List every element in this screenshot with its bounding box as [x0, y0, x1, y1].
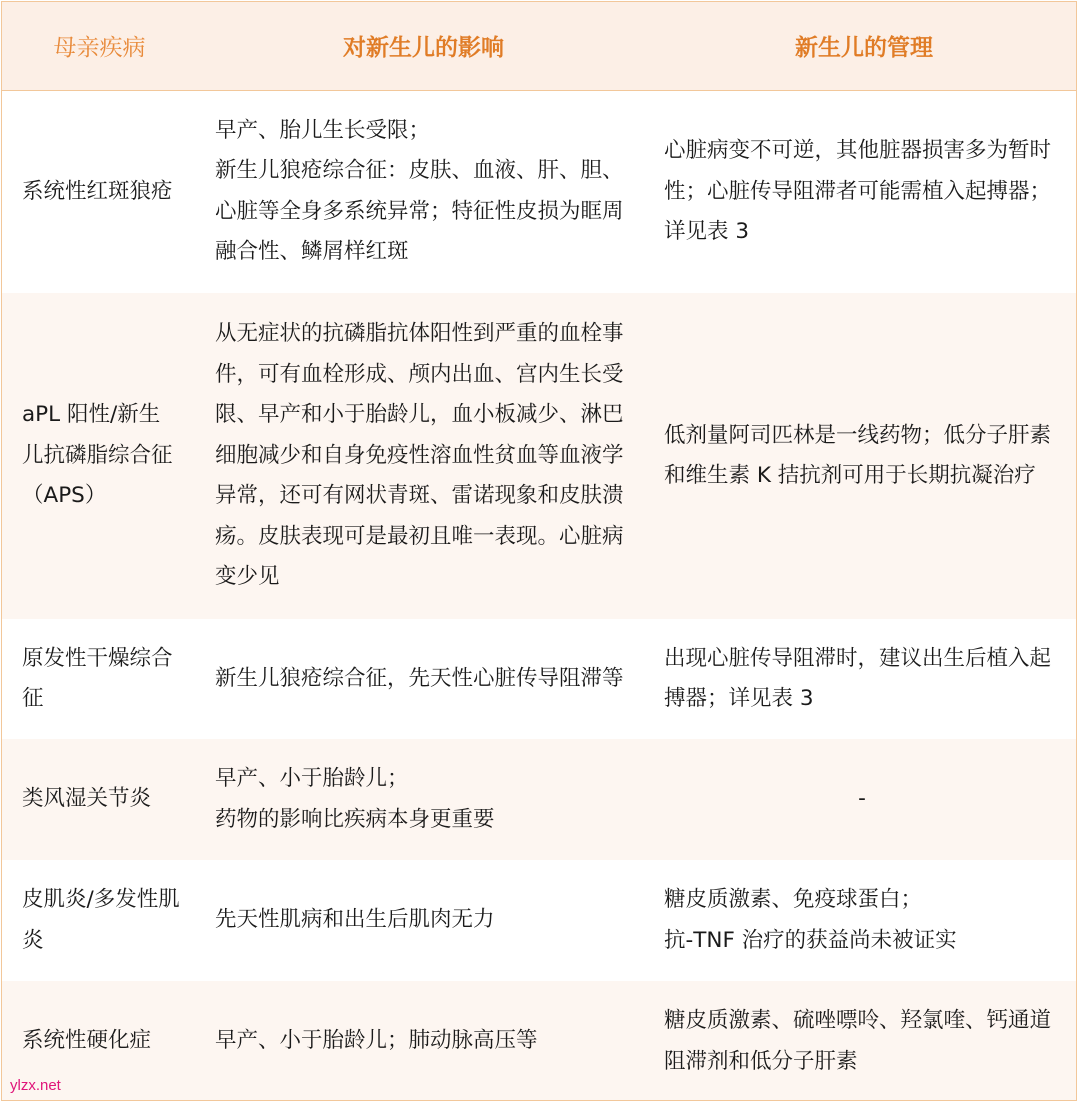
effect-cell: [197, 619, 650, 739]
management-cell: [650, 981, 1077, 1101]
management-line: 心脏病变不可逆，其他脏器损害多为暂时性；心脏传导阻滞者可能需植入起搏器；详见表 3: [664, 138, 1052, 244]
table-row: [2, 90, 1077, 293]
disease-cell: 系统性红斑狼疮: [22, 178, 173, 204]
disease-cell: 皮肌炎/多发性肌炎: [22, 887, 180, 953]
disease-cell: 原发性干燥综合征: [22, 645, 173, 711]
watermark-text: ylzx.net: [10, 1077, 61, 1094]
table-row: [2, 293, 1077, 619]
effect-line: 早产、小于胎龄儿；: [215, 766, 409, 791]
effect-cell: [197, 981, 650, 1101]
effect-cell: [197, 739, 650, 860]
effect-cell: [197, 293, 650, 619]
effect-line: 新生儿狼疮综合征：皮肤、血液、肝、胆、心脏等全身多系统异常；特征性皮损为眶周融合性、鳞屑样红斑: [215, 158, 624, 265]
management-cell: [650, 293, 1077, 619]
management-line: 出现心脏传导阻滞时，建议出生后植入起搏器；详见表 3: [664, 645, 1052, 711]
table-row: [2, 860, 1077, 981]
header-maternal-disease: 母亲疾病: [2, 2, 197, 90]
management-line: 糖皮质激素、免疫球蛋白；: [664, 887, 923, 912]
management-cell: [650, 739, 1077, 860]
header-neonatal-effect: 对新生儿的影响: [197, 2, 650, 90]
management-line: -: [858, 786, 866, 812]
table-row: [2, 739, 1077, 860]
disease-cell: aPL 阳性/新生儿抗磷脂综合征（APS）: [22, 402, 173, 509]
table-row: [2, 619, 1077, 739]
table-row: [2, 981, 1077, 1101]
management-line: 抗-TNF 治疗的获益尚未被证实: [664, 927, 957, 953]
effect-line: 早产、小于胎龄儿；肺动脉高压等: [215, 1028, 538, 1054]
disease-table-frame: [1, 1, 1077, 1101]
disease-table: [2, 2, 1077, 1101]
effect-line: 早产、胎儿生长受限；: [215, 117, 431, 143]
management-cell: [650, 90, 1077, 293]
management-line: 低剂量阿司匹林是一线药物；低分子肝素和维生素 K 拮抗剂可用于长期抗凝治疗: [664, 422, 1052, 488]
management-line: 糖皮质激素、硫唑嘌呤、羟氯喹、钙通道阻滞剂和低分子肝素: [664, 1008, 1052, 1074]
disease-cell: 类风湿关节炎: [22, 786, 152, 812]
disease-cell: 系统性硬化症: [22, 1028, 152, 1054]
table-header-row: [2, 2, 1077, 90]
management-cell: [650, 619, 1077, 739]
header-neonatal-management: 新生儿的管理: [650, 2, 1077, 90]
effect-cell: [197, 90, 650, 293]
effect-cell: [197, 860, 650, 981]
effect-line: 先天性肌病和出生后肌肉无力: [215, 907, 495, 933]
management-cell: [650, 860, 1077, 981]
effect-line: 药物的影响比疾病本身更重要: [215, 806, 495, 832]
effect-line: 新生儿狼疮综合征，先天性心脏传导阻滞等: [215, 665, 624, 691]
effect-line: 从无症状的抗磷脂抗体阳性到严重的血栓事件，可有血栓形成、颅内出血、宫内生长受限、早产和小于胎龄儿，血小板减少、淋巴细胞减少和自身免疫性溶血性贫血等血液学异常，还可有网状青斑、雷诺现象和皮肤溃疡。皮肤表现可是最初且唯一表现。心脏病变少见: [215, 321, 624, 590]
